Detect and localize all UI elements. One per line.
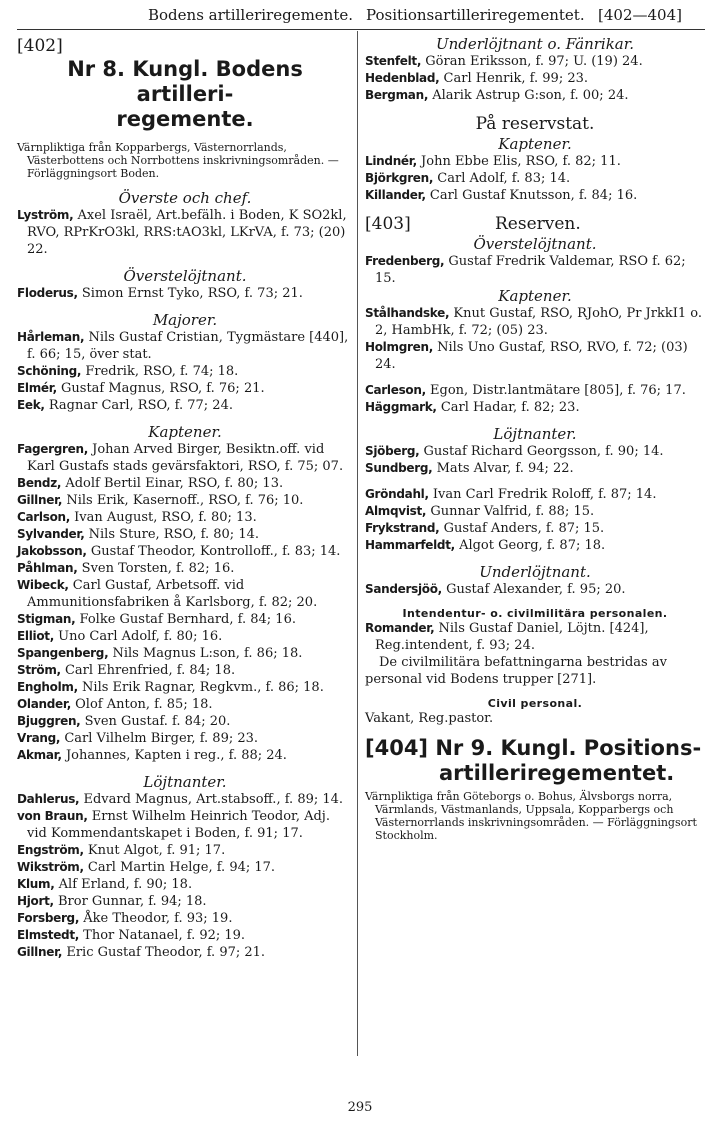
- entry-name: Sjöberg,: [365, 444, 420, 458]
- title-line-1: Nr 8. Kungl. Bodens artilleri-: [67, 57, 303, 106]
- entry-name: Gröndahl,: [365, 487, 429, 501]
- entry: [17, 441, 353, 475]
- entry-name: Forsberg,: [17, 911, 80, 925]
- entry-text: Edvard Magnus, Art.stabsoff., f. 89; 14.: [83, 792, 344, 807]
- entry-text: Knut Algot, f. 91; 17.: [87, 843, 226, 858]
- entry-name: Björkgren,: [365, 171, 434, 185]
- entry: [17, 475, 353, 492]
- entry-floderus: [17, 285, 353, 302]
- entry-name: Stålhandske,: [365, 306, 450, 320]
- entry-name: Bjuggren,: [17, 714, 81, 728]
- entry-name: Bergman,: [365, 88, 429, 102]
- entry-text: Nils Erik, Kasernoff., RSO, f. 76; 10.: [66, 493, 304, 508]
- entry: [365, 170, 705, 187]
- entry-text: Carl Henrik, f. 99; 23.: [443, 71, 589, 86]
- entry-text: Egon, Distr.lantmätare [805], f. 76; 17.: [430, 383, 686, 398]
- entry-text: Ivan Carl Fredrik Roloff, f. 87; 14.: [432, 487, 657, 502]
- list-kaptener-reservstat: [365, 153, 705, 204]
- entry: [17, 791, 353, 808]
- entry-text: Carl Vilhelm Birger, f. 89; 23.: [64, 731, 259, 746]
- entry: [17, 679, 353, 696]
- list-kaptener-reserven-b: [365, 382, 705, 416]
- entry: [17, 628, 353, 645]
- entry-text: Gustaf Fredrik Valdemar, RSO f. 62; 15.: [375, 254, 686, 286]
- entry-name: Sundberg,: [365, 461, 433, 475]
- section-number-403: [403]: [365, 214, 411, 234]
- entry: [17, 397, 353, 414]
- regiment-404-title: [365, 736, 705, 786]
- header-left: Bodens artilleriregemente.: [148, 6, 353, 24]
- entry: [365, 339, 705, 373]
- entry-name: Bendz,: [17, 476, 62, 490]
- entry-text: Carl Adolf, f. 83; 14.: [437, 171, 571, 186]
- section-403-row: [365, 213, 705, 235]
- heading-kaptener-reservstat: Kaptener.: [498, 135, 572, 153]
- list-lojtnanter: [17, 791, 353, 961]
- entry-name: Hjort,: [17, 894, 54, 908]
- entry: [365, 70, 705, 87]
- entry-name: Elliot,: [17, 629, 54, 643]
- entry: [17, 859, 353, 876]
- entry: [17, 662, 353, 679]
- entry-text: Gustaf Anders, f. 87; 15.: [443, 521, 605, 536]
- entry: [365, 520, 705, 537]
- entry-text: Åke Theodor, f. 93; 19.: [83, 911, 233, 926]
- entry-text: Carl Ehrenfried, f. 84; 18.: [64, 663, 236, 678]
- entry-text: Nils Sture, RSO, f. 80; 14.: [88, 527, 259, 542]
- entry-text: Eric Gustaf Theodor, f. 97; 21.: [66, 945, 266, 960]
- heading-majorer: Majorer.: [152, 311, 218, 329]
- entry-name: Holmgren,: [365, 340, 433, 354]
- entry: [17, 893, 353, 910]
- entry-text: Carl Gustaf Knutsson, f. 84; 16.: [429, 188, 638, 203]
- entry: [365, 87, 705, 104]
- entry-text: Alarik Astrup G:son, f. 00; 24.: [432, 88, 629, 103]
- entry-name: Sylvander,: [17, 527, 85, 541]
- entry-name: Stigman,: [17, 612, 76, 626]
- civil-note: De civilmilitära befattningarna bestridas av personal vid Bodens trupper [271].: [365, 655, 667, 687]
- entry-name: Engholm,: [17, 680, 78, 694]
- entry-sandersjoo: [365, 581, 705, 598]
- entry-name: Gillner,: [17, 493, 63, 507]
- entry-name: Lyström,: [17, 208, 74, 222]
- entry-text: Göran Eriksson, f. 97; U. (19) 24.: [425, 54, 643, 69]
- list-kaptener-reserven: [365, 305, 705, 373]
- heading-lojtnanter: Löjtnanter.: [143, 773, 227, 791]
- regiment-intro: Värnpliktiga från Kopparbergs, Västernorrlands, Västerbottens och Norrbottens inskrivningsområden. — Förläggningsort Boden.: [17, 141, 339, 180]
- entry-name: Wikström,: [17, 860, 84, 874]
- entry: [17, 329, 353, 363]
- entry-name: Romander,: [365, 621, 435, 635]
- title-404-line-1: [404] Nr 9. Kungl. Positions-: [365, 736, 702, 760]
- entry: [17, 696, 353, 713]
- entry-text: Gunnar Valfrid, f. 88; 15.: [430, 504, 595, 519]
- entry-vakant: Vakant, Reg.pastor.: [365, 711, 494, 726]
- entry-text: Ivan August, RSO, f. 80; 13.: [74, 510, 257, 525]
- entry-text: Adolf Bertil Einar, RSO, f. 80; 13.: [65, 476, 284, 491]
- entry-name: Lindnér,: [365, 154, 417, 168]
- entry-name: Klum,: [17, 877, 55, 891]
- entry-text: Mats Alvar, f. 94; 22.: [436, 461, 574, 476]
- left-column: [17, 35, 353, 961]
- entry-name: Ström,: [17, 663, 61, 677]
- entry-name: Carlson,: [17, 510, 71, 524]
- entry: [365, 537, 705, 554]
- entry-name: Stenfelt,: [365, 54, 422, 68]
- heading-kaptener: Kaptener.: [148, 423, 222, 441]
- entry-text: Nils Erik Ragnar, Regkvm., f. 86; 18.: [82, 680, 324, 695]
- heading-overstelojtnant: Överstelöjtnant.: [123, 267, 247, 285]
- entry-text: Gustaf Theodor, Kontrolloff., f. 83; 14.: [90, 544, 341, 559]
- entry-name: Floderus,: [17, 286, 78, 300]
- entry-text: Uno Carl Adolf, f. 80; 16.: [58, 629, 223, 644]
- entry-text: Knut Gustaf, RSO, RJohO, Pr JrkkI1 o. 2, HambHk, f. 72; (05) 23.: [375, 306, 702, 338]
- entry-name: Vrang,: [17, 731, 61, 745]
- heading-kaptener-reserven: Kaptener.: [498, 287, 572, 305]
- entry-text: Nils Uno Gustaf, RSO, RVO, f. 72; (03) 24.: [375, 340, 688, 372]
- list-kaptener: [17, 441, 353, 764]
- entry-name: Wibeck,: [17, 578, 69, 592]
- entry: [17, 611, 353, 628]
- entry-text: Simon Ernst Tyko, RSO, f. 73; 21.: [81, 286, 303, 301]
- entry: [17, 363, 353, 380]
- heading-civil-personal: Civil personal.: [487, 697, 583, 710]
- entry-name: Jakobsson,: [17, 544, 87, 558]
- entry-name: Olander,: [17, 697, 71, 711]
- entry: [17, 910, 353, 927]
- entry-name: Fredenberg,: [365, 254, 445, 268]
- entry: [365, 460, 705, 477]
- entry-text: Sven Gustaf. f. 84; 20.: [84, 714, 231, 729]
- page-number: 295: [347, 1100, 373, 1115]
- heading-underlojtnant: Underlöjtnant.: [479, 563, 591, 581]
- list-lojtnanter-reserven-b: [365, 486, 705, 554]
- entry-name: Engström,: [17, 843, 84, 857]
- entry-text: Bror Gunnar, f. 94; 18.: [57, 894, 207, 909]
- entry-text: Johan Arved Birger, Besiktn.off. vid Karl Gustafs stads gevärsfaktori, RSO, f. 75; 07.: [27, 442, 344, 474]
- entry: [17, 492, 353, 509]
- heading-reservstat: På reservstat.: [475, 114, 595, 134]
- list-underlojtnant-fanrikar: [365, 53, 705, 104]
- entry-name: Spangenberg,: [17, 646, 109, 660]
- entry-text: Nils Gustaf Daniel, Löjtn. [424], Reg.intendent, f. 93; 24.: [375, 621, 649, 653]
- entry-text: Axel Israël, Art.befälh. i Boden, K SO2kl, RVO, RPrKrO3kl, RRS:tAO3kl, LKrVA, f. 73; (20) 22.: [27, 208, 347, 257]
- entry: [17, 927, 353, 944]
- entry-name: Gillner,: [17, 945, 63, 959]
- entry: [365, 443, 705, 460]
- entry-name: Frykstrand,: [365, 521, 440, 535]
- header-middle: Positionsartilleriregementet.: [366, 6, 585, 24]
- header-right: [402—404]: [598, 6, 682, 24]
- entry: [365, 503, 705, 520]
- column-divider: [357, 31, 358, 1056]
- header-rule: [17, 29, 705, 30]
- entry-text: Ernst Wilhelm Heinrich Teodor, Adj. vid Kommendantskapet i Boden, f. 91; 17.: [27, 809, 330, 841]
- entry-text: Algot Georg, f. 87; 18.: [459, 538, 606, 553]
- entry: [17, 876, 353, 893]
- entry-lystrom: [17, 207, 353, 258]
- entry: [17, 509, 353, 526]
- entry-name: Häggmark,: [365, 400, 437, 414]
- heading-underlojtnant-fanrikar: Underlöjtnant o. Fänrikar.: [435, 35, 635, 53]
- entry-name: Påhlman,: [17, 561, 78, 575]
- running-header: [0, 6, 720, 26]
- entry: [365, 305, 705, 339]
- entry: [17, 808, 353, 842]
- entry-name: Killander,: [365, 188, 426, 202]
- regiment-404-intro: Värnpliktiga från Göteborgs o. Bohus, Älvsborgs norra, Värmlands, Västmanlands, Uppsala, Kopparbergs och Västernorrlands inskrivningsområden. — Förläggningsort Stockholm.: [365, 790, 697, 842]
- entry-name: Dahlerus,: [17, 792, 80, 806]
- entry: [17, 526, 353, 543]
- entry: [17, 730, 353, 747]
- entry: [17, 560, 353, 577]
- entry-text: Olof Anton, f. 85; 18.: [75, 697, 213, 712]
- entry: [17, 577, 353, 611]
- heading-lojtnanter-reserven: Löjtnanter.: [493, 425, 577, 443]
- entry-name: Eek,: [17, 398, 45, 412]
- entry-text: Folke Gustaf Bernhard, f. 84; 16.: [79, 612, 296, 627]
- entry: [17, 842, 353, 859]
- entry: [365, 153, 705, 170]
- entry: [17, 944, 353, 961]
- entry-name: von Braun,: [17, 809, 88, 823]
- entry: [365, 187, 705, 204]
- list-lojtnanter-reserven: [365, 443, 705, 477]
- entry-text: Gustaf Richard Georgsson, f. 90; 14.: [423, 444, 664, 459]
- entry-name: Akmar,: [17, 748, 62, 762]
- entry-text: Carl Hadar, f. 82; 23.: [440, 400, 580, 415]
- entry-romander: [365, 620, 705, 654]
- entry-text: Sven Torsten, f. 82; 16.: [81, 561, 235, 576]
- entry: [17, 645, 353, 662]
- entry-text: Ragnar Carl, RSO, f. 77; 24.: [48, 398, 233, 413]
- entry-text: Nils Gustaf Cristian, Tygmästare [440], f. 66; 15, över stat.: [27, 330, 349, 362]
- entry-text: Thor Natanael, f. 92; 19.: [83, 928, 246, 943]
- entry-text: John Ebbe Elis, RSO, f. 82; 11.: [421, 154, 621, 169]
- title-404-line-2: artilleriregementet.: [439, 761, 675, 785]
- heading-intendentur: Intendentur- o. civilmilitära personalen.: [402, 607, 668, 620]
- entry-name: Elmér,: [17, 381, 57, 395]
- entry: [17, 747, 353, 764]
- entry-text: Johannes, Kapten i reg., f. 88; 24.: [65, 748, 287, 763]
- entry: [17, 713, 353, 730]
- entry: [365, 382, 705, 399]
- entry: [365, 399, 705, 416]
- entry-text: Gustaf Magnus, RSO, f. 76; 21.: [61, 381, 265, 396]
- entry: [17, 543, 353, 560]
- entry-name: Sandersjöö,: [365, 582, 442, 596]
- entry-name: Fagergren,: [17, 442, 88, 456]
- entry-text: Carl Gustaf, Arbetsoff. vid Ammunitionsfabriken å Karlsborg, f. 82; 20.: [27, 578, 318, 610]
- entry-name: Hårleman,: [17, 330, 85, 344]
- entry: [365, 53, 705, 70]
- entry-text: Fredrik, RSO, f. 74; 18.: [85, 364, 239, 379]
- entry-text: Alf Erland, f. 90; 18.: [58, 877, 193, 892]
- entry-text: Nils Magnus L:son, f. 86; 18.: [112, 646, 303, 661]
- entry-name: Schöning,: [17, 364, 82, 378]
- regiment-title: [17, 57, 353, 132]
- entry-text: Carl Martin Helge, f. 94; 17.: [87, 860, 276, 875]
- title-line-2: regemente.: [116, 107, 254, 131]
- entry-name: Elmstedt,: [17, 928, 80, 942]
- entry-name: Hedenblad,: [365, 71, 440, 85]
- entry: [17, 380, 353, 397]
- entry-name: Hammarfeldt,: [365, 538, 455, 552]
- entry-name: Carleson,: [365, 383, 426, 397]
- entry-name: Almqvist,: [365, 504, 427, 518]
- entry-text: Gustaf Alexander, f. 95; 20.: [446, 582, 626, 597]
- right-column: [365, 35, 705, 842]
- heading-reserven: Reserven.: [495, 214, 581, 234]
- heading-overste: Överste och chef.: [118, 189, 252, 207]
- entry: [365, 486, 705, 503]
- entry-fredenberg: [365, 253, 705, 287]
- heading-overstelojtnant-reserven: Överstelöjtnant.: [473, 235, 597, 253]
- section-number-402: [402]: [17, 36, 63, 56]
- list-majorer: [17, 329, 353, 414]
